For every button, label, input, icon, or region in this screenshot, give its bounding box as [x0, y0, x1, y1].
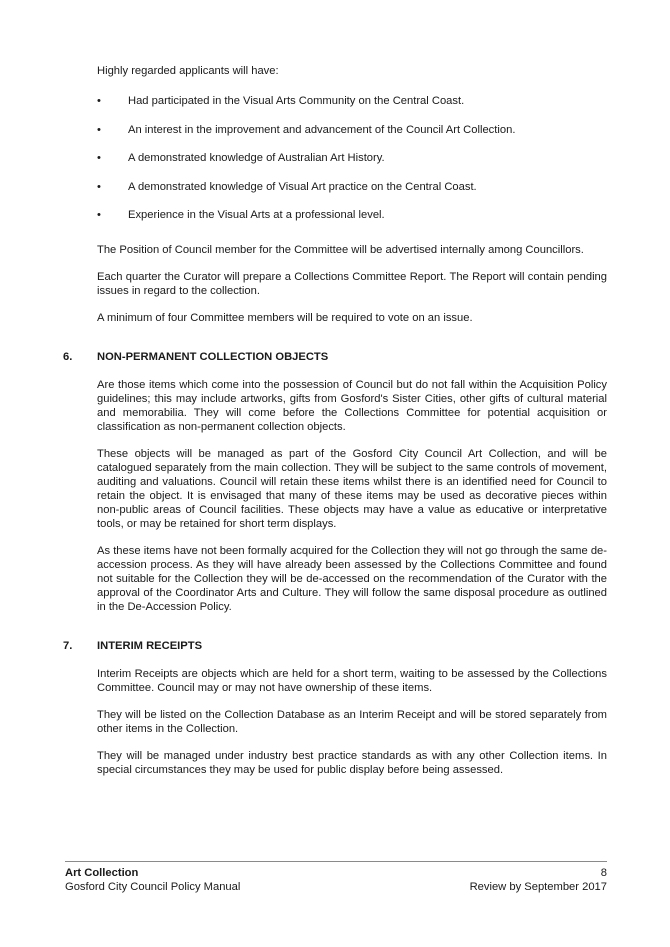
paragraph: These objects will be managed as part of the Gosford City Council Art Collection, and will be catalogued separately from the main collection. They will be subject to the same controls of movement, auditing and valuations. Council will retain these items whilst there is an identified need for Council to retain the object. It is envisaged that many of these items may be used as decorative pieces within non-public areas of Council facilities. These objects may have a value as educative or interpretative tools, or may be retained for short term displays. — [97, 448, 607, 530]
paragraph: They will be managed under industry best practice standards as with any other Collection items. In special circumstances they may be used for public display before being assessed. — [97, 750, 607, 776]
list-item: • Had participated in the Visual Arts Community on the Central Coast. — [97, 94, 607, 108]
section-title: NON-PERMANENT COLLECTION OBJECTS — [97, 351, 329, 363]
section-heading — [63, 350, 607, 364]
footer-review-date: Review by September 2017 — [469, 881, 607, 893]
page-content — [63, 64, 607, 790]
section-number: 6. — [63, 351, 73, 363]
section-title: INTERIM RECEIPTS — [97, 640, 203, 652]
footer-title: Art Collection — [65, 867, 139, 879]
intro-text: Highly regarded applicants will have: — [97, 65, 279, 77]
paragraph: Are those items which come into the possession of Council but do not fall within the Acquisition Policy guidelines; this may include artworks, gifts from Gosford's Sister Cities, other gifts of cultural material and memorabilia. They will come before the Collections Committee for potential acquisition or classification as non-permanent collection objects. — [97, 379, 607, 433]
list-item: • A demonstrated knowledge of Visual Art practice on the Central Coast. — [97, 180, 607, 194]
section-heading — [63, 639, 607, 653]
page-number: 8 — [600, 867, 607, 879]
list-item: • A demonstrated knowledge of Australian Art History. — [97, 151, 607, 165]
paragraph: Interim Receipts are objects which are held for a short term, waiting to be assessed by the Collections Committee. Council may or may not have ownership of these items. — [97, 668, 607, 694]
page-footer — [65, 861, 607, 894]
applicant-criteria-list — [97, 94, 607, 222]
list-item: • Experience in the Visual Arts at a professional level. — [97, 208, 607, 222]
paragraph: As these items have not been formally acquired for the Collection they will not go through the same de-accession process. As they will have already been assessed by the Collections Committee and found not suitable for the Collection they will be de-accessed on the recommendation of the Curator with the approval of the Coordinator Arts and Culture. They will follow the same disposal procedure as outlined in the De-Accession Policy. — [97, 545, 607, 613]
list-item: • An interest in the improvement and advancement of the Council Art Collection. — [97, 123, 607, 137]
section-number: 7. — [63, 640, 73, 652]
paragraph: Each quarter the Curator will prepare a Collections Committee Report. The Report will contain pending issues in regard to the collection. — [97, 271, 607, 297]
footer-manual-name: Gosford City Council Policy Manual — [65, 881, 241, 893]
paragraph: They will be listed on the Collection Database as an Interim Receipt and will be stored separately from other items in the Collection. — [97, 709, 607, 735]
paragraph: The Position of Council member for the Committee will be advertised internally among Councillors. — [97, 244, 584, 256]
paragraph: A minimum of four Committee members will be required to vote on an issue. — [97, 312, 473, 324]
